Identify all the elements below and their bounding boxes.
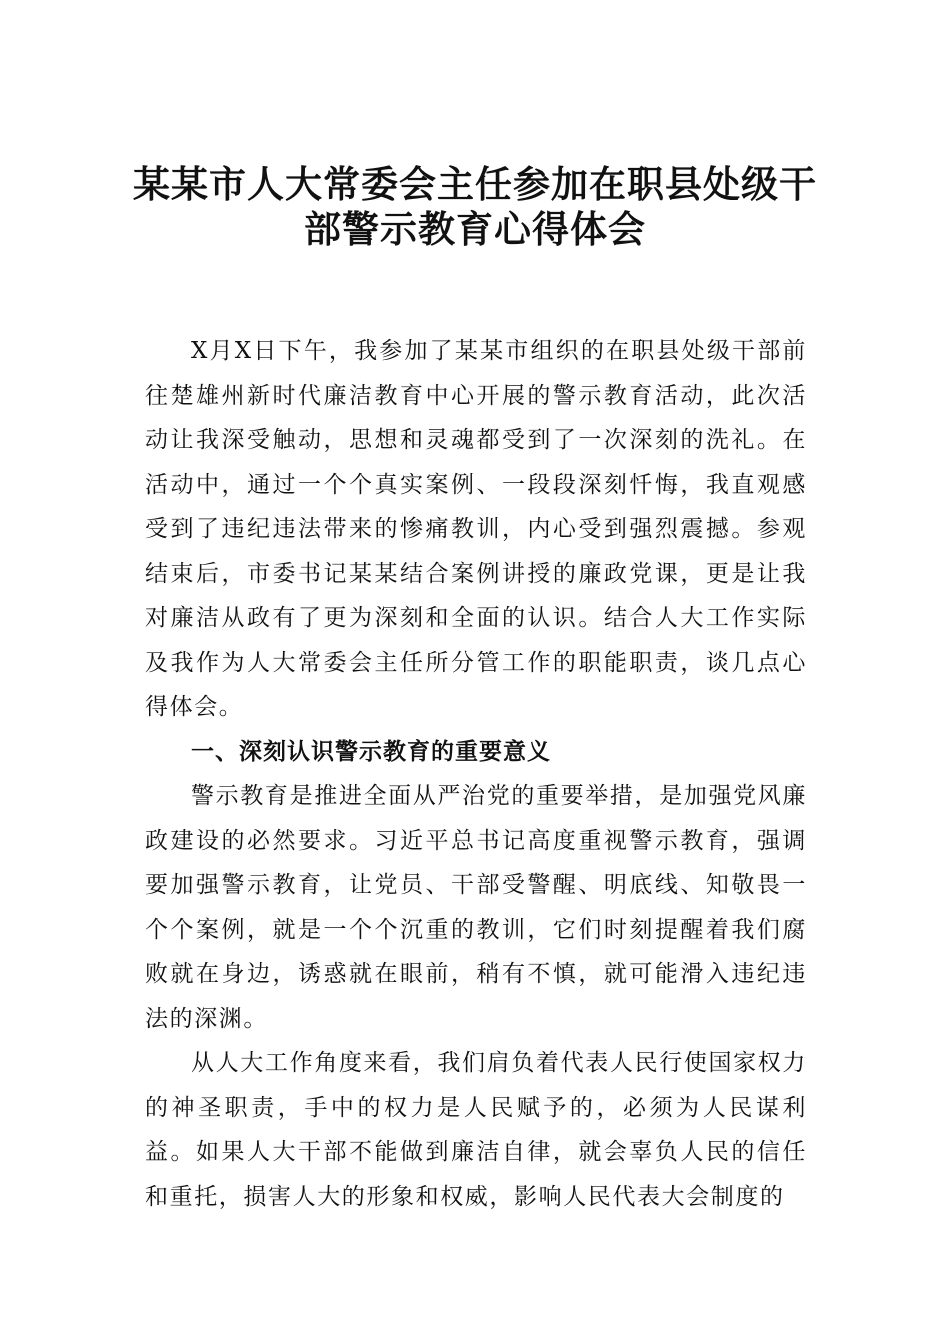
document-body xyxy=(145,329,807,1219)
paragraph-intro: X月X日下午，我参加了某某市组织的在职县处级干部前往楚雄州新时代廉洁教育中心开展的警示教育活动，此次活动让我深受触动，思想和灵魂都受到了一次深刻的洗礼。在活动中，通过一个个真实案例、一段段深刻忏悔，我直观感受到了违纪违法带来的惨痛教训，内心受到强烈震撼。参观结束后，市委书记某某结合案例讲授的廉政党课，更是让我对廉洁从政有了更为深刻和全面的认识。结合人大工作实际及我作为人大常委会主任所分管工作的职能职责，谈几点心得体会。 xyxy=(145,338,807,720)
section-heading-1: 一、深刻认识警示教育的重要意义 xyxy=(191,738,551,765)
paragraph-section-1-b: 从人大工作角度来看，我们肩负着代表人民行使国家权力的神圣职责，手中的权力是人民赋予的，必须为人民谋利益。如果人大干部不能做到廉洁自律，就会辜负人民的信任和重托，损害人大的形象和权威，影响人民代表大会制度的 xyxy=(145,1050,807,1210)
document-title-line-1: 某某市人大常委会主任参加在职县处级干 xyxy=(133,162,817,206)
paragraph-section-1-a: 警示教育是推进全面从严治党的重要举措，是加强党风廉政建设的必然要求。习近平总书记高度重视警示教育，强调要加强警示教育，让党员、干部受警醒、明底线、知敬畏一个个案例，就是一个个沉重的教训，它们时刻提醒着我们腐败就在身边，诱惑就在眼前，稍有不慎，就可能滑入违纪违法的深渊。 xyxy=(145,783,807,1032)
document-title-line-2: 部警示教育心得体会 xyxy=(304,207,646,251)
